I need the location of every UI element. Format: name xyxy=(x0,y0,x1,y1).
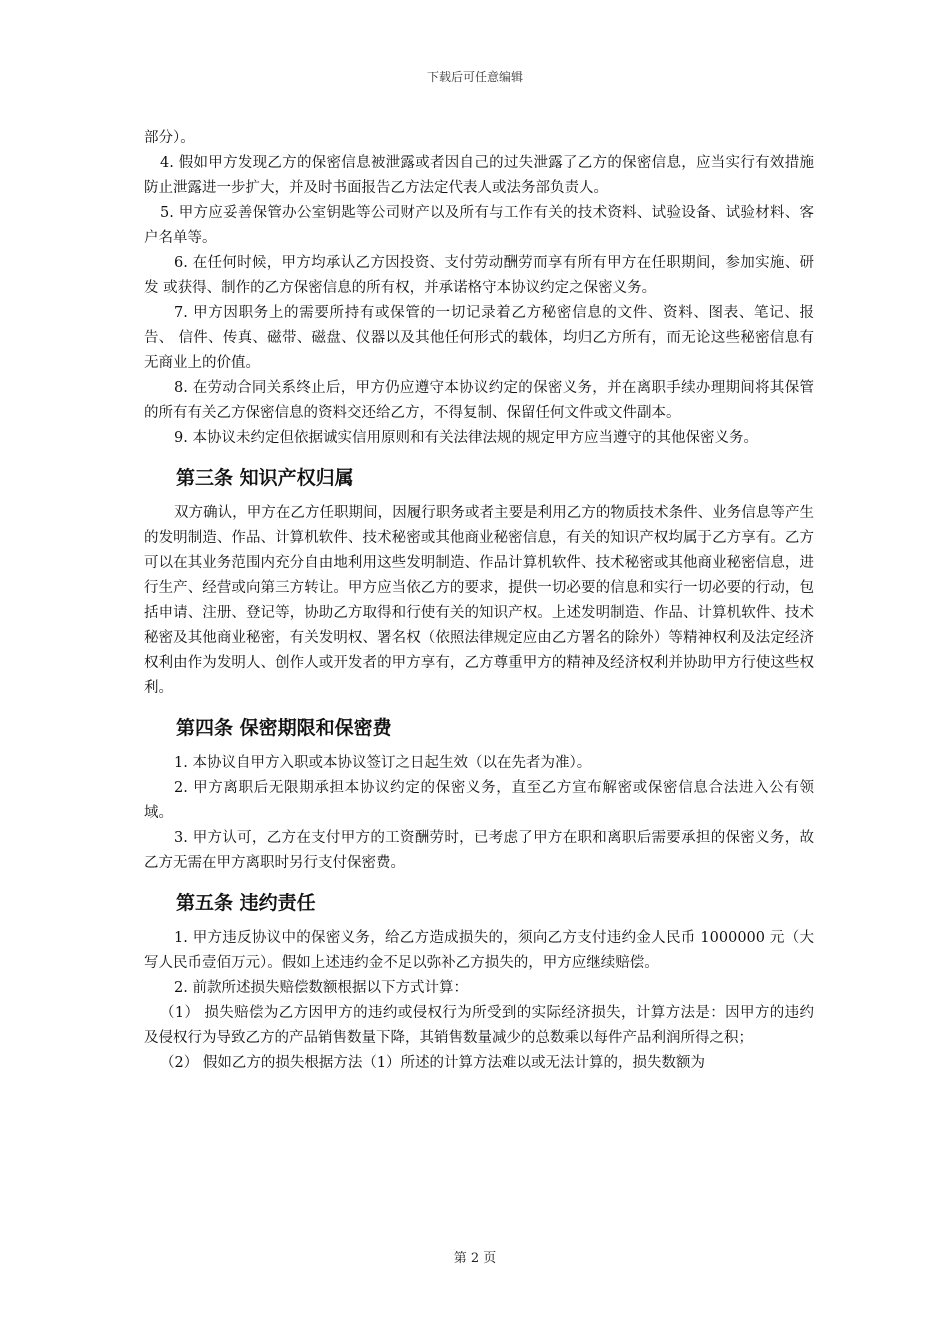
section-4-heading: 第四条 保密期限和保密费 xyxy=(176,717,392,739)
section-5-subitem-1: （1） 损失赔偿为乙方因甲方的违约或侵权行为所受到的实际经济损失，计算方法是：因甲方的违约 及侵权行为导致乙方的产品销售数量下降，其销售数量减少的总数乘以每件产品利润所得之积； xyxy=(144,1005,814,1046)
section-5-item-2: 2. 前款所述损失赔偿数额根据以下方式计算： xyxy=(174,980,468,996)
clause-item-7: 7. 甲方因职务上的需要所持有或保管的一切记录着乙方秘密信息的文件、资料、图表、笔记、报告、 信件、传真、磁带、磁盘、仪器以及其他任何形式的载体，均归乙方所有，而无论这些秘密信息有无商业上的价值。 xyxy=(144,305,814,371)
clause-item-9: 9. 本协议未约定但依据诚实信用原则和有关法律法规的规定甲方应当遵守的其他保密义务。 xyxy=(174,430,758,446)
clause-item-5: 5. 甲方应妥善保管办公室钥匙等公司财产以及所有与工作有关的技术资料、试验设备、试验材料、客 户名单等。 xyxy=(144,205,814,246)
section-5-item-1: 1. 甲方违反协议中的保密义务，给乙方造成损失的，须向乙方支付违约金人民币 1000000 元（大写人民币壹佰万元）。假如上述违约金不足以弥补乙方损失的，甲方应继续赔偿。 xyxy=(144,930,814,971)
clause-item-6: 6. 在任何时候，甲方均承认乙方因投资、支付劳动酬劳而享有所有甲方在任职期间，参加实施、研发 或获得、制作的乙方保密信息的所有权，并承诺格守本协议约定之保密义务。 xyxy=(144,255,814,296)
section-5-heading: 第五条 违约责任 xyxy=(176,892,316,914)
document-body xyxy=(144,126,814,1076)
page-header: 下载后可任意编辑 xyxy=(426,70,523,84)
section-5-subitem-2: （2） 假如乙方的损失根据方法（1）所述的计算方法难以或无法计算的，损失数额为 xyxy=(160,1055,706,1071)
page-number: 第 2 页 xyxy=(453,1251,497,1266)
section-3-body: 双方确认，甲方在乙方任职期间，因履行职务或者主要是利用乙方的物质技术条件、业务信息等产生的发明制造、作品、计算机软件、技术秘密或其他商业秘密信息，有关的知识产权均属于乙方享有。乙方可以在其业务范围内充分自由地利用这些发明制造、作品计算机软件、技术秘密或其他商业秘密信息，进行生产、经营或向第三方转让。甲方应当依乙方的要求，提供一切必要的信息和实行一切必要的行动，包括申请、注册、登记等，协助乙方取得和行使有关的知识产权。上述发明制造、作品、计算机软件、技术秘密及其他商业秘密，有关发明权、署名权（依照法律规定应由乙方署名的除外）等精神权利及法定经济权利由作为发明人、创作人或开发者的甲方享有，乙方尊重甲方的精神及经济权利并协助甲方行使这些权利。 xyxy=(144,505,814,696)
section-4-item-3: 3. 甲方认可，乙方在支付甲方的工资酬劳时，已考虑了甲方在职和离职后需要承担的保密义务，故乙方无需在甲方离职时另行支付保密费。 xyxy=(144,830,814,871)
section-3-heading: 第三条 知识产权归属 xyxy=(176,467,354,489)
clause-item-4: 4. 假如甲方发现乙方的保密信息被泄露或者因自己的过失泄露了乙方的保密信息，应当实行有效措施 防止泄露进一步扩大，并及时书面报告乙方法定代表人或法务部负责人。 xyxy=(144,155,814,196)
clause-item-8: 8. 在劳动合同关系终止后，甲方仍应遵守本协议约定的保密义务，并在离职手续办理期间将其保管的所有有关乙方保密信息的资料交还给乙方，不得复制、保留任何文件或文件副本。 xyxy=(144,380,814,421)
section-4-item-2: 2. 甲方离职后无限期承担本协议约定的保密义务，直至乙方宣布解密或保密信息合法进入公有领域。 xyxy=(144,780,814,821)
section-4-item-1: 1. 本协议自甲方入职或本协议签订之日起生效（以在先者为准）。 xyxy=(174,755,592,771)
paragraph: 部分）。 xyxy=(144,130,195,146)
